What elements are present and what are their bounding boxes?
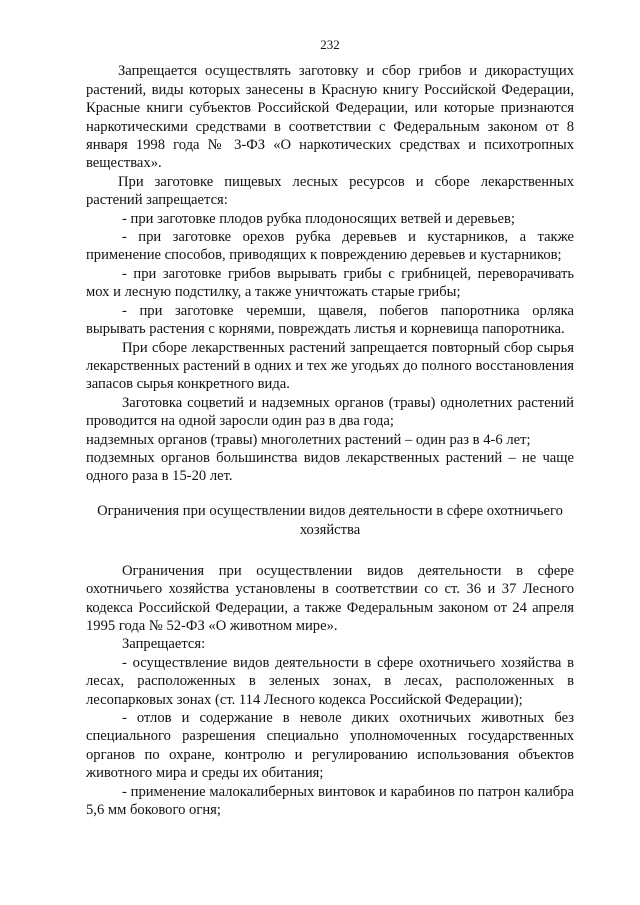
paragraph-prohibited-label: Запрещается: — [122, 636, 206, 653]
section-heading-hunting: Ограничения при осуществлении видов деятельности в сфере охотничьего хозяйства — [97, 502, 563, 538]
paragraph-harvest-prohibitions-intro: При заготовке пищевых лесных ресурсов и сборе лекарственных растений запрещается: — [86, 173, 574, 209]
list-item-captivity: - отлов и содержание в неволе диких охотничьих животных без специального разрешения специально уполномоченных государственных органов по охране, контролю и регулированию использования объектов животного мира и среды их обитания; — [86, 710, 574, 782]
paragraph-perennial-above-ground: надземных органов (травы) многолетних растений – один раз в 4-6 лет; — [86, 431, 531, 448]
paragraph-underground-organs: подземных органов большинства видов лекарственных растений – не чаще одного раза в 15-20 лет. — [86, 449, 574, 485]
list-item-green-zones: - осуществление видов деятельности в сфере охотничьего хозяйства в лесах, расположенных в зеленых зонах, в лесах, расположенных в лесопарковых зонах (ст. 114 Лесного кодекса Российской Федерации); — [86, 654, 574, 708]
list-item-wild-garlic: - при заготовке черемши, щавеля, побегов папоротника орляка вырывать растения с корнями, повреждать листья и корневища папоротника. — [86, 302, 574, 338]
paragraph-medicinal-repeat-harvest: При сборе лекарственных растений запрещается повторный сбор сырья лекарственных растений в одних и тех же угодьях до полного восстановления запасов сырья конкретного вида. — [86, 339, 574, 393]
paragraph-red-book-prohibition: Запрещается осуществлять заготовку и сбор грибов и дикорастущих растений, виды которых занесены в Красную книгу Российской Федерации, Красные книги субъектов Российской Федерации, или которые признаются наркотическими средствами в соответствии с Федеральным законом от 8 января 1998 года № 3-ФЗ «О наркотических средствах и психотропных веществах». — [86, 63, 574, 172]
list-item-nuts: - при заготовке орехов рубка деревьев и кустарников, а также применение способов, приводящих к повреждению деревьев и кустарников; — [86, 229, 574, 264]
paragraph-annual-plants: Заготовка соцветий и надземных органов (травы) однолетних растений проводится на одной заросли один раз в два года; — [86, 394, 574, 430]
list-item-fruits: - при заготовке плодов рубка плодоносящих ветвей и деревьев; — [122, 210, 515, 227]
paragraph-hunting-restrictions: Ограничения при осуществлении видов деятельности в сфере охотничьего хозяйства установлены в соответствии со ст. 36 и 37 Лесного кодекса Российской Федерации, а также Федеральным законом от 24 апреля 1995 года № 52-ФЗ «О животном мире». — [86, 562, 574, 634]
page-number: 232 — [320, 37, 340, 52]
list-item-small-caliber: - применение малокалиберных винтовок и карабинов по патрон калибра 5,6 мм бокового огня; — [86, 783, 574, 819]
list-item-mushrooms: - при заготовке грибов вырывать грибы с грибницей, переворачивать мох и лесную подстилку, а также уничтожать старые грибы; — [86, 265, 574, 301]
